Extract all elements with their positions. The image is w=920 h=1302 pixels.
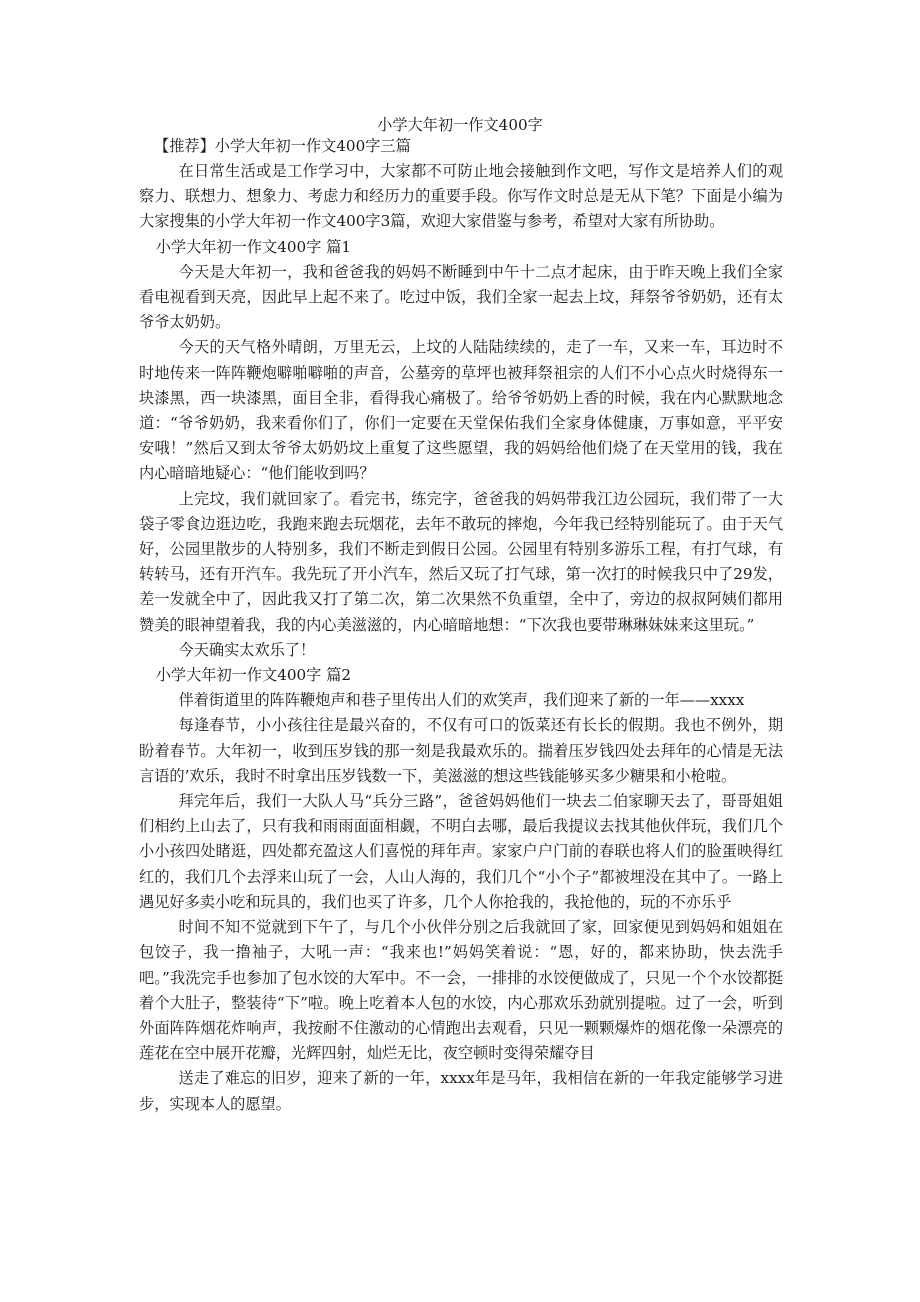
document-body: [139, 159, 783, 1117]
essay1-paragraph-2: 今天的天气格外晴朗，万里无云，上坟的人陆陆续续的，走了一车，又来一车，耳边时不时地传来一阵阵鞭炮噼啪噼啪的声音，公墓旁的草坪也被拜祭祖宗的人们不小心点火时烧得东一块漆黑，西一块漆黑，面目全非，看得我心痛极了。给爷爷奶奶上香的时候，我在内心默默地念道：“爷爷奶奶，我来看你们了，你们一定要在天堂保佑我们全家身体健康，万事如意，平平安安哦！”然后又到太爷爷太奶奶坟上重复了这些愿望，我的妈妈给他们烧了在天堂用的钱，我在内心暗暗地疑心：“他们能收到吗？: [139, 338, 783, 483]
essay2-paragraph-1: 伴着街道里的阵阵鞭炮声和巷子里传出人们的欢笑声，我们迎来了新的一年——xxxx: [178, 691, 745, 710]
essay1-paragraph-1: 今天是大年初一，我和爸爸我的妈妈不断睡到中午十二点才起床，由于昨天晚上我们全家看电视看到天亮，因此早上起不来了。吃过中饭，我们全家一起去上坟，拜祭爷爷奶奶，还有太爷爷太奶奶。: [139, 262, 783, 332]
essay1-paragraph-4: 今天确实太欢乐了！: [178, 640, 316, 659]
essay-heading-2: 小学大年初一作文400字 篇2: [155, 666, 352, 685]
essay2-paragraph-4: 时间不知不觉就到下午了，与几个小伙伴分别之后我就回了家，回家便见到妈妈和姐姐在包饺子，我一撸袖子，大吼一声：“我来也!”妈妈笑着说：“恩，好的，都来协助，快去洗手吧。”我洗完手也参加了包水饺的大军中。不一会，一排排的水饺便做成了，只见一个个水饺都挺着个大肚子，整装待“下”啦。晚上吃着本人包的水饺，内心那欢乐劲就别提啦。过了一会，听到外面阵阵烟花炸响声，我按耐不住激动的心情跑出去观看，只见一颗颗爆炸的烟花像一朵漂亮的莲花在空中展开花瓣，光辉四射，灿烂无比，夜空顿时变得荣耀夺目: [139, 918, 783, 1063]
intro-paragraph: 在日常生活或是工作学习中，大家都不可防止地会接触到作文吧，写作文是培养人们的观察力、联想力、想象力、考虑力和经历力的重要手段。你写作文时总是无从下笔？下面是小编为大家搜集的小学大年初一作文400字3篇，欢迎大家借鉴与参考，希望对大家有所协助。: [139, 162, 783, 231]
recommend-line: 【推荐】小学大年初一作文400字三篇: [154, 137, 411, 155]
essay2-paragraph-2: 每逢春节，小小孩往往是最兴奋的，不仅有可口的饭菜还有长长的假期。我也不例外，期盼着春节。大年初一，收到压岁钱的那一刻是我最欢乐的。揣着压岁钱四处去拜年的心情是无法言语的’欢乐，我时不时拿出压岁钱数一下，美滋滋的想这些钱能够买多少糖果和小枪啦。: [139, 716, 783, 785]
essay2-paragraph-3: 拜完年后，我们一大队人马“兵分三路”，爸爸妈妈他们一块去二伯家聊天去了，哥哥姐姐们相约上山去了，只有我和雨雨面面相觑，不明白去哪，最后我提议去找其他伙伴玩，我们几个小小孩四处睹逛，四处都充盈这人们喜悦的拜年声。家家户户门前的春联也将人们的脸蛋映得红红的，我们几个去浮来山玩了一会，人山人海的，我们几个“小个子”都被埋没在其中了。一路上遇见好多卖小吃和玩具的，我们也买了许多，几个人你抢我的，我抢他的，玩的不亦乐乎: [139, 792, 783, 911]
essay2-paragraph-5: 送走了难忘的旧岁，迎来了新的一年，xxxx年是马年，我相信在新的一年我定能够学习进步，实现本人的愿望。: [139, 1069, 783, 1113]
essay1-paragraph-3: 上完坟，我们就回家了。看完书，练完字，爸爸我的妈妈带我江边公园玩，我们带了一大袋子零食边逛边吃，我跑来跑去玩烟花，去年不敢玩的摔炮，今年我已经特别能玩了。由于天气好，公园里散步的人特别多，我们不断走到假日公园。公园里有特别多游乐工程，有打气球，有转转马，还有开汽车。我先玩了开小汽车，然后又玩了打气球，第一次打的时候我只中了29发，差一发就全中了，因此我又打了第二次，第二次果然不负重望，全中了，旁边的叔叔阿姨们都用赞美的眼神望着我，我的内心美滋滋的，内心暗暗地想：“下次我也要带琳琳妹妹来这里玩。”: [139, 489, 783, 634]
essay-heading-1: 小学大年初一作文400字 篇1: [155, 237, 352, 256]
document-title: 小学大年初一作文400字: [377, 116, 543, 134]
